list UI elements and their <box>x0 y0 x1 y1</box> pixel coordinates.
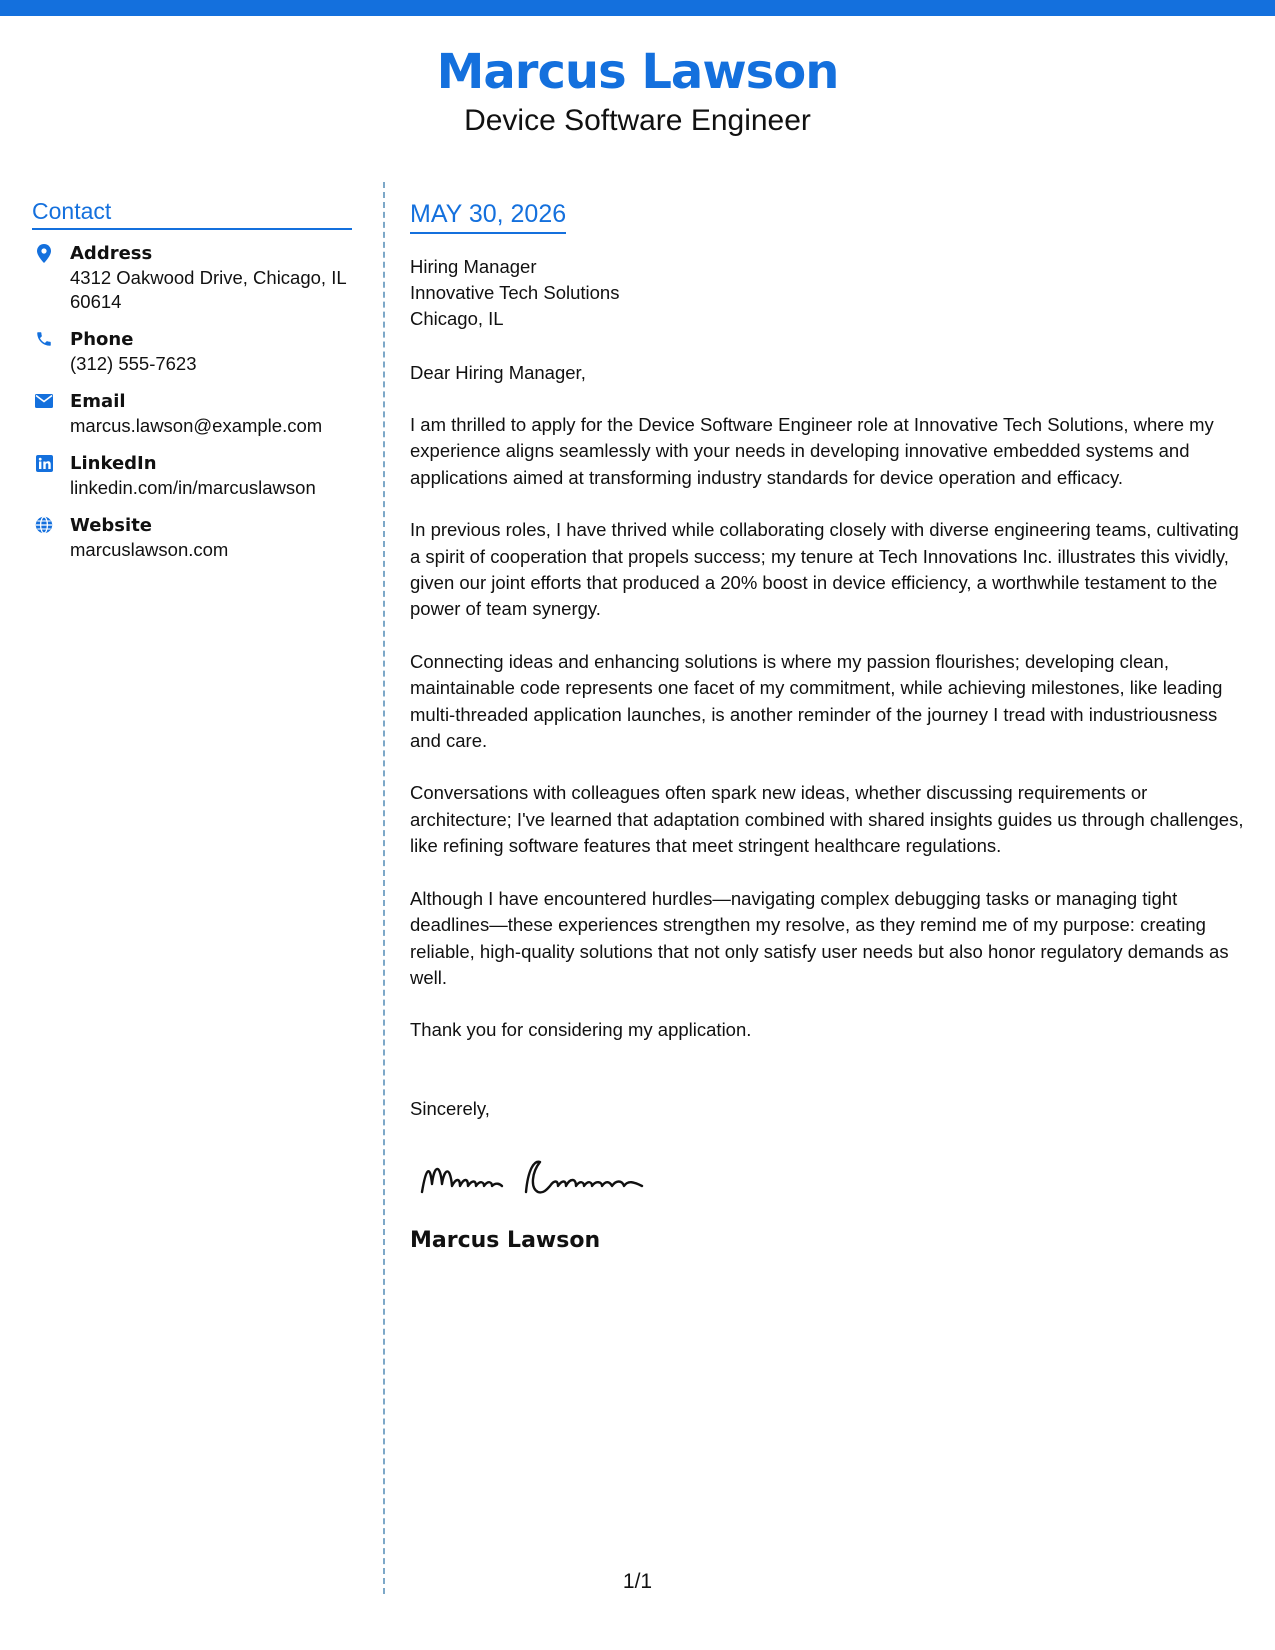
contact-label: Email <box>70 391 126 412</box>
contact-item-phone <box>32 328 352 376</box>
globe-icon <box>34 515 54 535</box>
job-title: Device Software Engineer <box>464 104 811 137</box>
letter-paragraph: Conversations with colleagues often spark new ideas, whether discussing requirements or architecture; I've learned that adaptation combined with shared insights guides us through challenges, like refining software features that meet stringent healthcare regulations. <box>410 782 1244 857</box>
contact-label: Phone <box>70 329 134 350</box>
candidate-name: Marcus Lawson <box>436 44 839 100</box>
salutation: Dear Hiring Manager, <box>410 362 586 383</box>
letter-date: MAY 30, 2026 <box>410 198 566 234</box>
linkedin-icon <box>34 453 54 473</box>
contact-item-address <box>32 242 352 314</box>
letter-paragraph: I am thrilled to apply for the Device Software Engineer role at Innovative Tech Solutions, where my experience aligns seamlessly with your needs in developing innovative embedded systems and applications aimed at transforming industry standards for device operation and efficacy. <box>410 414 1214 488</box>
closing: Sincerely, <box>410 1097 490 1119</box>
handwritten-signature <box>416 1148 666 1208</box>
contact-item-linkedin <box>32 452 352 500</box>
contact-label: LinkedIn <box>70 453 157 474</box>
page-number: 1/1 <box>622 1570 653 1593</box>
contact-label: Website <box>70 515 153 536</box>
recipient-line: Hiring Manager <box>410 256 537 277</box>
recipient-block <box>410 254 1250 332</box>
letter-paragraph: In previous roles, I have thrived while collaborating closely with diverse engineering teams, cultivating a spirit of cooperation that propels success; my tenure at Tech Innovations Inc. illustrates this vividly, given our joint efforts that produced a 20% boost in device efficiency, a worthwhile testament to the power of team synergy. <box>410 519 1239 620</box>
recipient-line: Chicago, IL <box>410 308 504 329</box>
linkedin-value[interactable]: linkedin.com/in/marcuslawson <box>70 477 316 498</box>
top-accent-bar <box>0 0 1275 16</box>
letter-paragraph: Connecting ideas and enhancing solutions is where my passion flourishes; developing clean, maintainable code represents one facet of my commitment, while achieving milestones, like leading multi-threaded application launches, is another reminder of the journey I tread with industriousness and care. <box>410 650 1223 752</box>
contact-heading: Contact <box>32 196 352 230</box>
map-pin-icon <box>34 243 54 263</box>
signed-name: Marcus Lawson <box>410 1227 601 1253</box>
recipient-line: Innovative Tech Solutions <box>410 282 620 303</box>
envelope-icon <box>34 391 54 411</box>
header <box>0 42 1275 140</box>
phone-icon <box>34 329 54 349</box>
address-value: 4312 Oakwood Drive, Chicago, IL 60614 <box>70 267 346 312</box>
letter-body <box>410 198 1250 1256</box>
website-value[interactable]: marcuslawson.com <box>70 539 229 560</box>
email-value[interactable]: marcus.lawson@example.com <box>70 415 323 436</box>
letter-paragraph: Although I have encountered hurdles—navigating complex debugging tasks or managing tight deadlines—these experiences strengthen my resolve, as they remind me of my purpose: creating reliable, high-quality solutions that not only satisfy user needs but also honor regulatory demands as well. <box>410 887 1229 988</box>
contact-item-email <box>32 390 352 438</box>
contact-sidebar <box>32 196 352 576</box>
phone-value[interactable]: (312) 555-7623 <box>70 353 197 374</box>
column-divider <box>383 182 385 1594</box>
letter-paragraph: Thank you for considering my application. <box>410 1019 752 1041</box>
contact-item-website <box>32 514 352 562</box>
contact-label: Address <box>70 243 153 264</box>
